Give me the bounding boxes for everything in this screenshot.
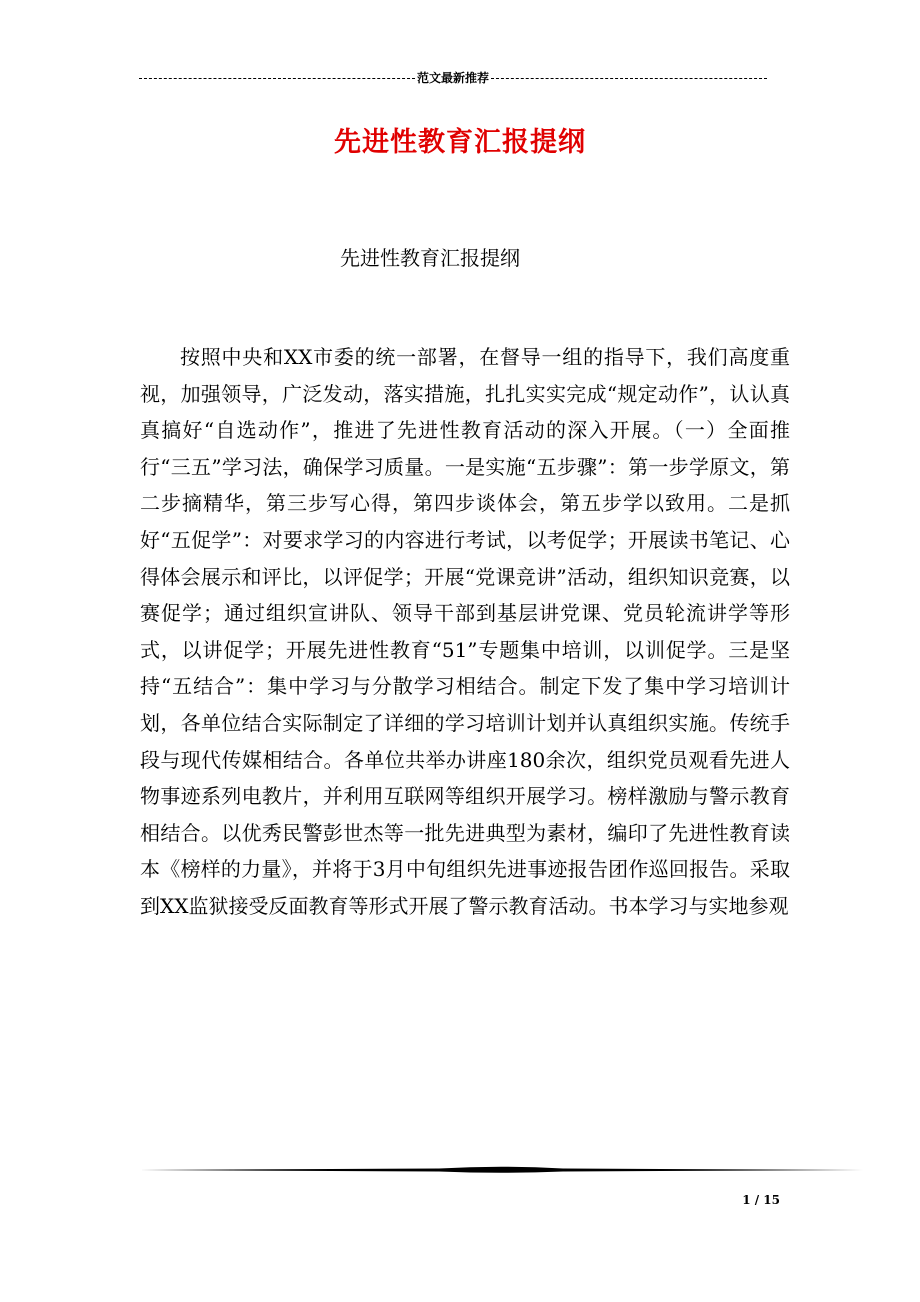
- document-title: 先进性教育汇报提纲: [334, 127, 586, 158]
- header-dashes-right: [491, 78, 767, 79]
- header-banner: [139, 67, 767, 87]
- header-label: 范文最新推荐: [417, 70, 490, 85]
- footer-divider: [139, 1163, 863, 1175]
- body-paragraph: 按照中央和XX市委的统一部署，在督导一组的指导下，我们高度重视，加强领导，广泛发动，落实措施，扎扎实实完成“规定动作”，认认真真搞好“自选动作”，推进了先进性教育活动的深入开展。（一）全面推行“三五”学习法，确保学习质量。一是实施“五步骤”：第一步学原文，第二步摘精华，第三步写心得，第四步谈体会，第五步学以致用。二是抓好“五促学”：对要求学习的内容进行考试，以考促学；开展读书笔记、心得体会展示和评比，以评促学；开展“党课竞讲”活动，组织知识竞赛，以赛促学；通过组织宣讲队、领导干部到基层讲党课、党员轮流讲学等形式，以讲促学；开展先进性教育“51”专题集中培训，以训促学。三是坚持“五结合”：集中学习与分散学习相结合。制定下发了集中学习培训计划，各单位结合实际制定了详细的学习培训计划并认真组织实施。传统手段与现代传媒相结合。各单位共举办讲座180余次，组织党员观看先进人物事迹系列电教片，并利用互联网等组织开展学习。榜样激励与警示教育相结合。以优秀民警彭世杰等一批先进典型为素材，编印了先进性教育读本《榜样的力量》，并将于3月中旬组织先进事迹报告团作巡回报告。采取到XX监狱接受反面教育等形式开展了警示教育活动。书本学习与实地参观: [140, 345, 790, 918]
- page-number: 1 / 15: [742, 1193, 780, 1207]
- document-subtitle: 先进性教育汇报提纲: [340, 246, 520, 270]
- header-dashes-left: [139, 78, 415, 79]
